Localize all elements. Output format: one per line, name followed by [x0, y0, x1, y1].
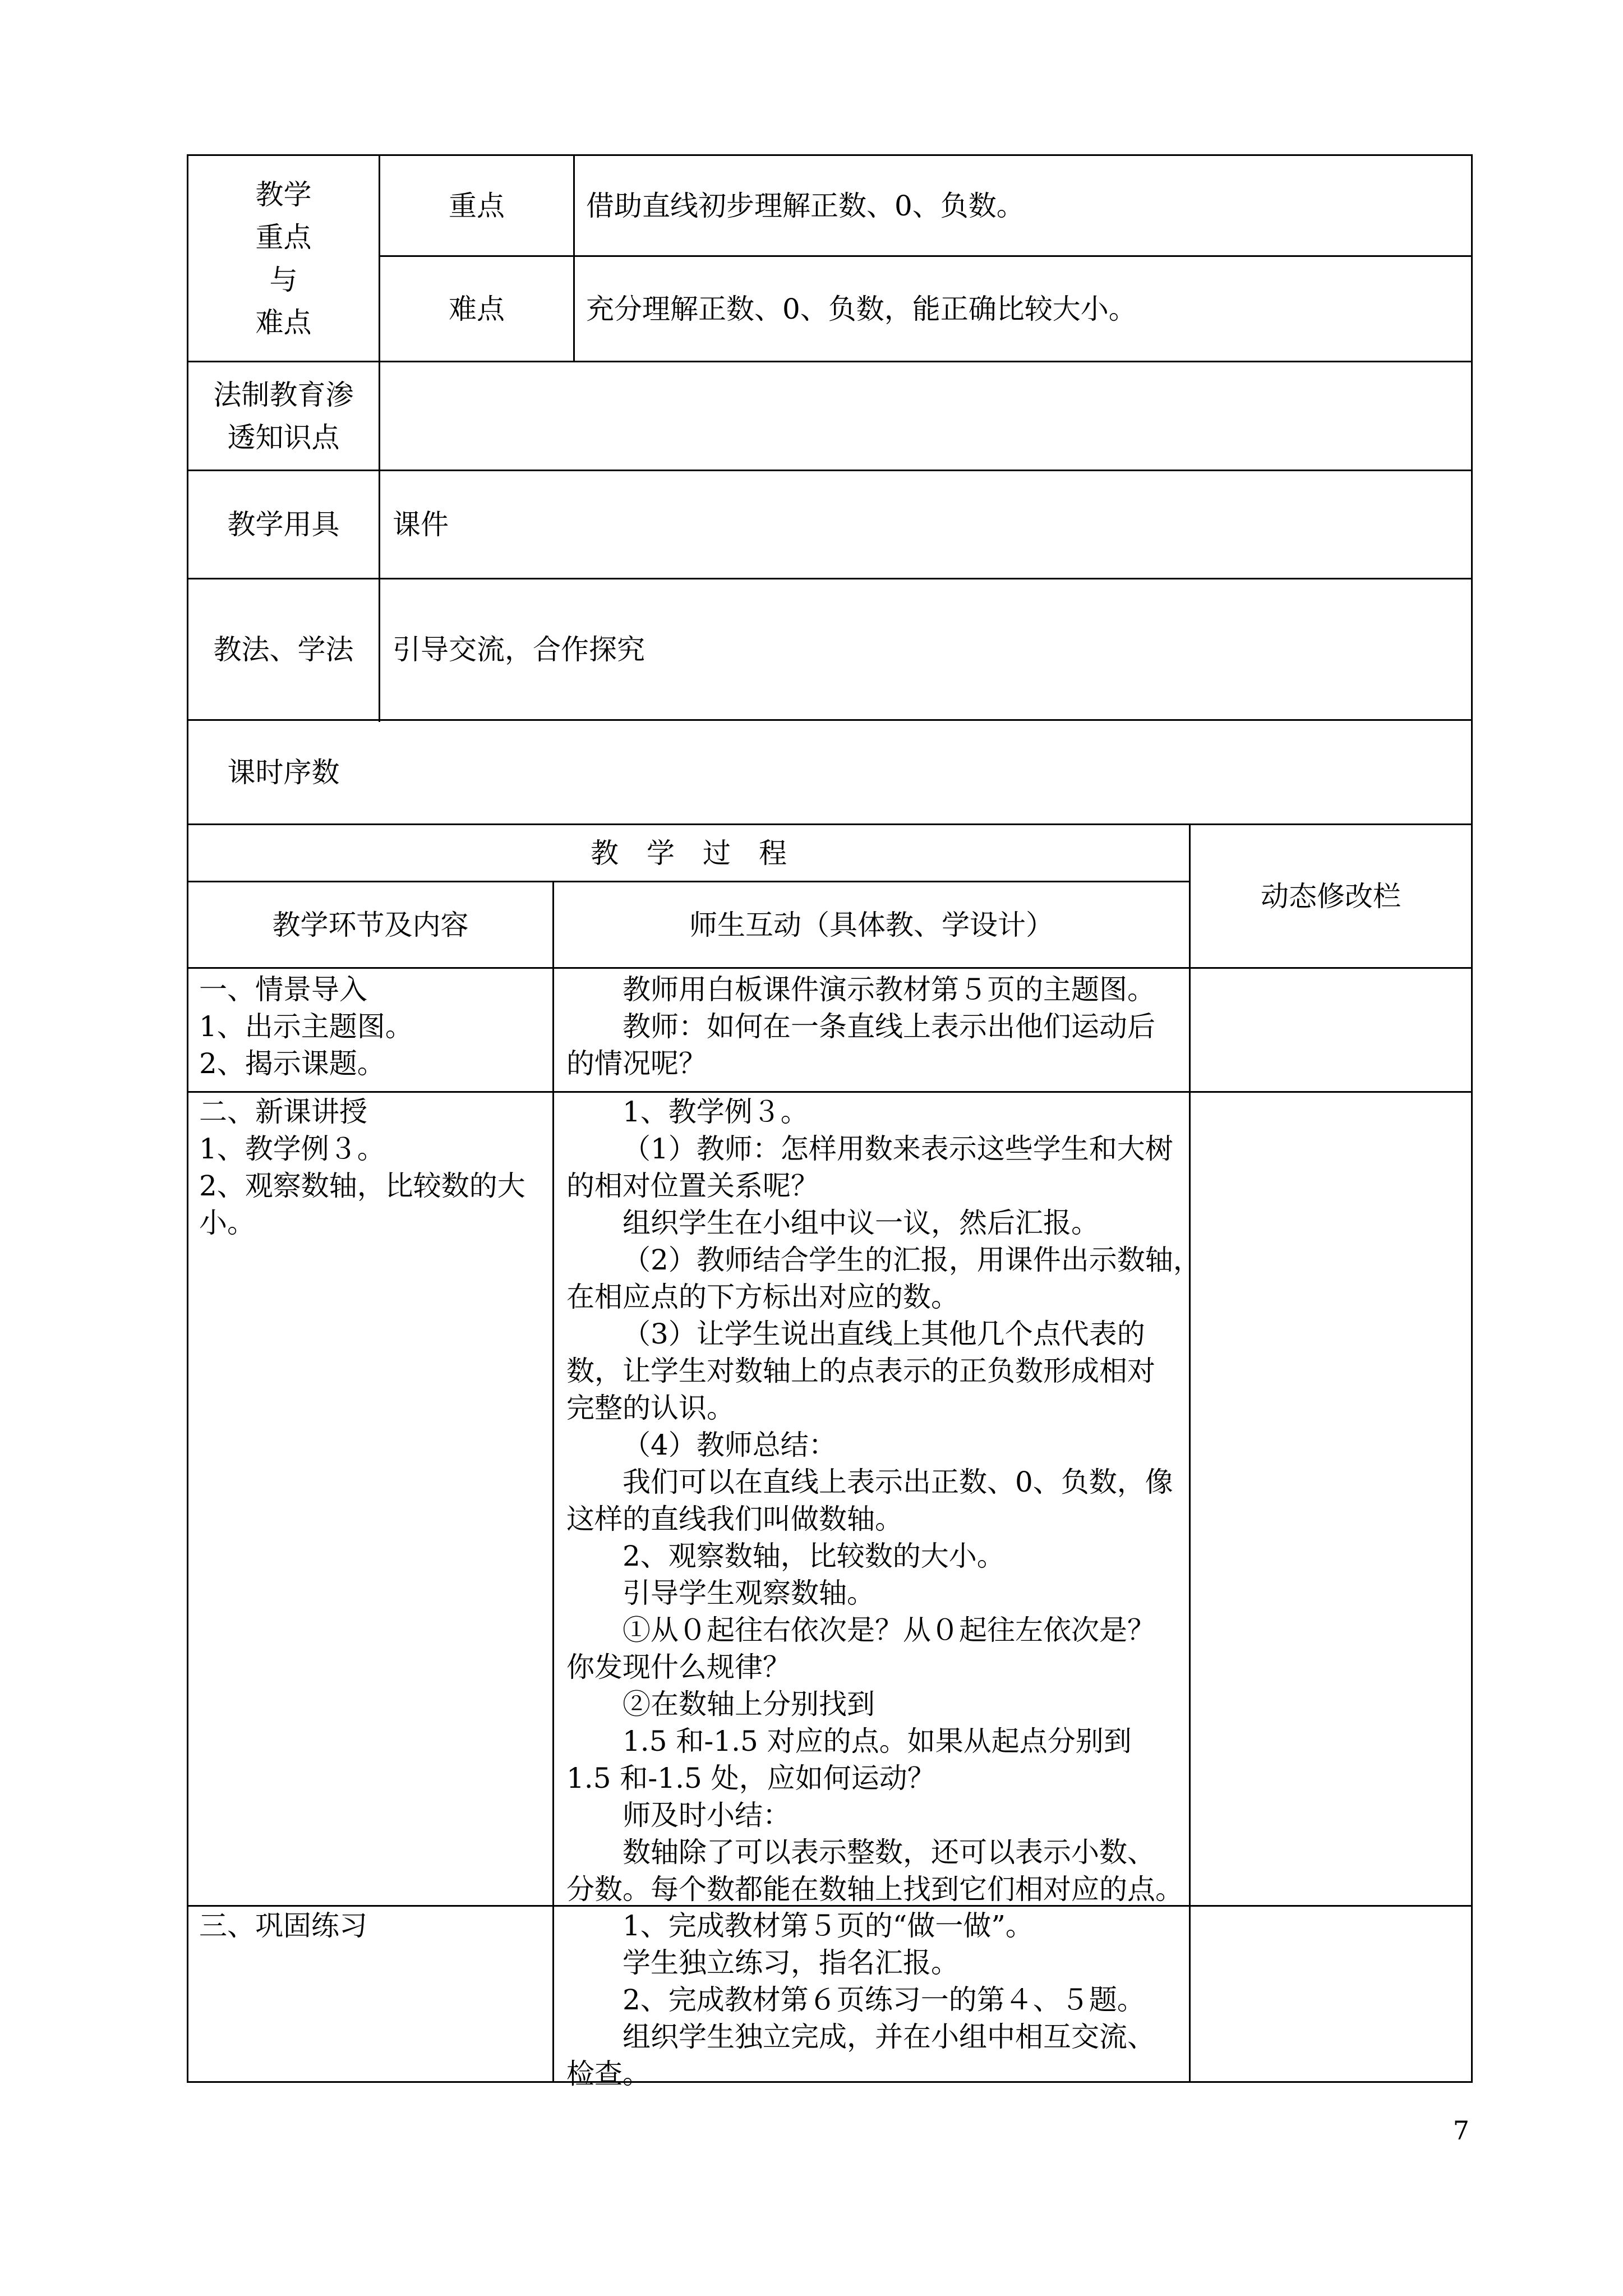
legal-education-content: [393, 362, 1458, 470]
section-right-line: 组织学生在小组中议一议，然后汇报。: [623, 1207, 1099, 1239]
section-right-line: 的情况呢？: [566, 1047, 707, 1080]
section-left-line: 小。: [199, 1207, 255, 1239]
divider: [552, 881, 554, 2083]
section-right-line: ①从０起往右依次是？从０起往左依次是？: [623, 1614, 1155, 1646]
key-point-text: 借助直线初步理解正数、0、负数。: [586, 189, 1025, 222]
divider: [1189, 823, 1191, 2083]
section-right-line: 教师：如何在一条直线上表示出他们运动后: [623, 1010, 1155, 1043]
section-right-line: 1.5 和-1.5 处，应如何运动？: [566, 1762, 935, 1795]
section-right-line: （2）教师结合学生的汇报，用课件出示数轴，: [623, 1244, 1201, 1276]
section-right-line: （1）教师：怎样用数来表示这些学生和大树: [623, 1133, 1173, 1165]
section-left-line: 二、新课讲授: [199, 1096, 367, 1128]
section-right-line: 师及时小结：: [623, 1799, 791, 1832]
border-right: [1471, 154, 1473, 2083]
objectives-label: [188, 156, 379, 361]
difficult-point-text: 充分理解正数、0、负数，能正确比较大小。: [586, 292, 1137, 325]
section-left-line: 三、巩固练习: [199, 1910, 367, 1942]
section-right-line: 数，让学生对数轴上的点表示的正负数形成相对: [566, 1355, 1155, 1387]
section-right-line: 检查。: [566, 2058, 651, 2090]
page-number: 7: [1453, 2115, 1469, 2146]
section-right-line: 组织学生独立完成，并在小组中相互交流、: [623, 2021, 1155, 2053]
teaching-tools-label: 教学用具: [227, 508, 340, 541]
section-left-line: 1、出示主题图。: [199, 1010, 413, 1043]
objectives-label-line: 与: [269, 263, 298, 296]
methods-content: 引导交流，合作探究: [393, 633, 645, 666]
section-right-line: 2、观察数轴，比较数的大小。: [623, 1540, 1005, 1572]
section-right-line: 2、完成教材第６页练习一的第４、５题。: [623, 1984, 1145, 2016]
section-left-line: 一、情景导入: [199, 973, 367, 1006]
section-right-line: 完整的认识。: [566, 1392, 735, 1424]
divider: [187, 967, 1473, 969]
section-right-line: ②在数轴上分别找到: [623, 1688, 875, 1720]
section-right-line: 这样的直线我们叫做数轴。: [566, 1503, 903, 1535]
section-practice-right: [566, 1907, 1186, 2092]
section-new-lesson-left: [199, 1093, 550, 1241]
section-right-line: 数轴除了可以表示整数，还可以表示小数、: [623, 1836, 1155, 1869]
column-header-interaction: 师生互动（具体教、学设计）: [689, 908, 1054, 941]
section-right-line: 学生独立练习，指名汇报。: [623, 1947, 959, 1979]
section-intro-right: [566, 971, 1186, 1082]
section-right-line: 分数。每个数都能在数轴上找到它们相对应的点。: [566, 1873, 1183, 1906]
section-right-line: 引导学生观察数轴。: [623, 1577, 875, 1609]
section-intro-left: [199, 971, 550, 1082]
process-title: 教 学 过 程: [591, 836, 787, 869]
methods-label: 教法、学法: [213, 633, 354, 666]
section-new-lesson-right: [566, 1093, 1201, 1908]
section-right-line: 教师用白板课件演示教材第５页的主题图。: [623, 973, 1155, 1006]
divider: [187, 1091, 1473, 1093]
section-left-line: 1、教学例３。: [199, 1133, 385, 1165]
legal-education-label: [188, 362, 379, 470]
divider: [573, 154, 575, 362]
objectives-label-line: 难点: [255, 306, 312, 339]
section-right-line: 1、教学例３。: [623, 1096, 809, 1128]
legal-label-line: 透知识点: [227, 421, 340, 454]
section-right-line: 1.5 和-1.5 对应的点。如果从起点分别到: [623, 1725, 1132, 1757]
section-right-line: 在相应点的下方标出对应的数。: [566, 1281, 959, 1313]
objectives-label-line: 教学: [255, 178, 312, 211]
lesson-number-label: 课时序数: [227, 756, 340, 789]
section-right-line: 你发现什么规律？: [566, 1651, 791, 1683]
objectives-label-line: 重点: [255, 220, 312, 254]
section-right-line: 的相对位置关系呢？: [566, 1170, 819, 1202]
section-left-line: 2、揭示课题。: [199, 1047, 385, 1080]
lesson-number-content: [393, 721, 1458, 823]
legal-label-line: 法制教育渗: [213, 378, 354, 411]
column-header-content: 教学环节及内容: [272, 908, 469, 941]
section-right-line: 我们可以在直线上表示出正数、0、负数，像: [623, 1466, 1173, 1498]
section-left-line: 2、观察数轴，比较数的大: [199, 1170, 525, 1202]
key-point-label: 重点: [449, 189, 505, 222]
section-right-line: （4）教师总结：: [623, 1429, 837, 1461]
difficult-point-label: 难点: [449, 292, 505, 325]
section-right-line: （3）让学生说出直线上其他几个点代表的: [623, 1318, 1145, 1350]
section-right-line: 1、完成教材第５页的“做一做”。: [623, 1910, 1034, 1942]
section-practice-left: [199, 1907, 550, 1944]
teaching-tools-content: 课件: [393, 508, 449, 541]
column-header-revision: 动态修改栏: [1261, 880, 1401, 913]
